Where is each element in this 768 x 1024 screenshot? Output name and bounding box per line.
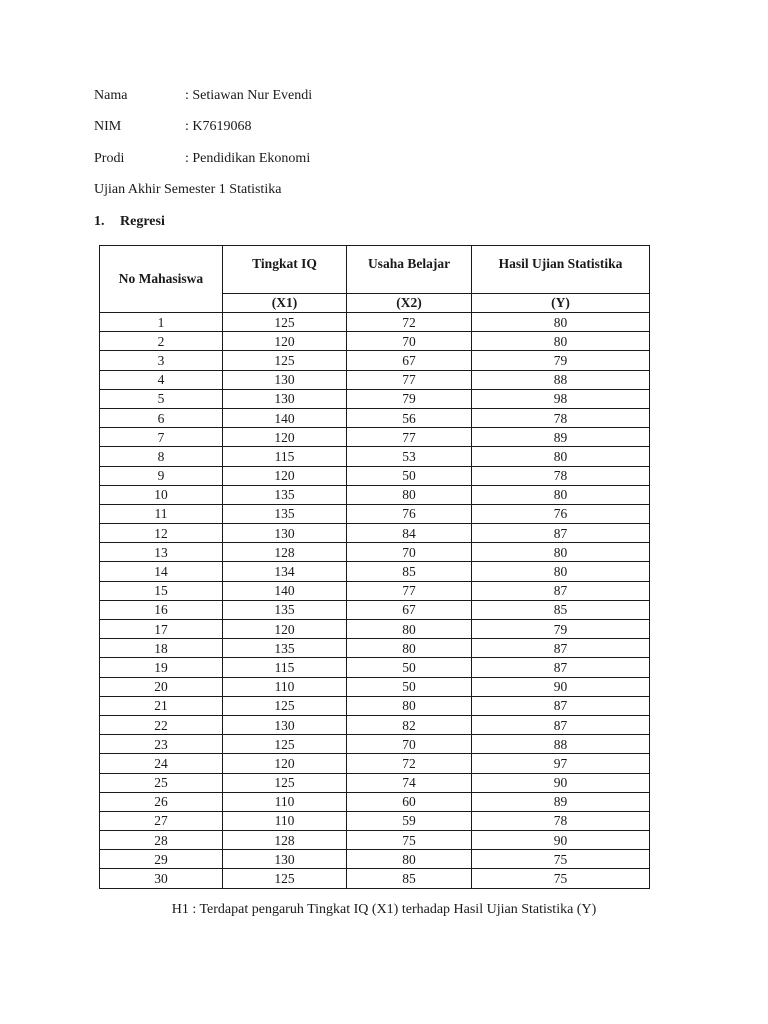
hasil-ujian-cell: 85 [472, 600, 650, 619]
prodi-row [94, 151, 310, 167]
tingkat-iq-cell: 134 [223, 562, 347, 581]
hasil-ujian-cell: 76 [472, 504, 650, 523]
no-mahasiswa-cell: 30 [100, 869, 223, 888]
hasil-ujian-cell: 87 [472, 639, 650, 658]
no-mahasiswa-cell: 18 [100, 639, 223, 658]
table-row [100, 658, 650, 677]
no-mahasiswa-cell: 24 [100, 754, 223, 773]
hasil-ujian-cell: 79 [472, 620, 650, 639]
hasil-ujian-cell: 97 [472, 754, 650, 773]
table-row [100, 428, 650, 447]
nim-label: NIM [94, 119, 122, 134]
usaha-belajar-cell: 77 [347, 370, 472, 389]
usaha-belajar-cell: 50 [347, 658, 472, 677]
no-mahasiswa-cell: 19 [100, 658, 223, 677]
col-subheader-y: (Y) [472, 294, 650, 313]
no-mahasiswa-cell: 16 [100, 600, 223, 619]
hasil-ujian-cell: 75 [472, 850, 650, 869]
table-row [100, 600, 650, 619]
tingkat-iq-cell: 135 [223, 504, 347, 523]
hasil-ujian-cell: 79 [472, 351, 650, 370]
tingkat-iq-cell: 128 [223, 543, 347, 562]
table-row [100, 332, 650, 351]
usaha-belajar-cell: 50 [347, 466, 472, 485]
table-row [100, 389, 650, 408]
nim-value: : K7619068 [185, 119, 252, 134]
hasil-ujian-cell: 89 [472, 792, 650, 811]
hasil-ujian-cell: 87 [472, 658, 650, 677]
no-mahasiswa-cell: 4 [100, 370, 223, 389]
usaha-belajar-cell: 74 [347, 773, 472, 792]
usaha-belajar-cell: 82 [347, 715, 472, 734]
tingkat-iq-cell: 125 [223, 773, 347, 792]
exam-title: Ujian Akhir Semester 1 Statistika [94, 182, 282, 197]
no-mahasiswa-cell: 17 [100, 620, 223, 639]
usaha-belajar-cell: 80 [347, 696, 472, 715]
no-mahasiswa-cell: 25 [100, 773, 223, 792]
col-header-hasil-ujian: Hasil Ujian Statistika [472, 246, 650, 294]
table-row [100, 715, 650, 734]
table-row [100, 735, 650, 754]
no-mahasiswa-cell: 10 [100, 485, 223, 504]
table-row [100, 447, 650, 466]
prodi-value: : Pendidikan Ekonomi [185, 151, 311, 166]
no-mahasiswa-cell: 1 [100, 313, 223, 332]
no-mahasiswa-cell: 11 [100, 504, 223, 523]
tingkat-iq-cell: 135 [223, 639, 347, 658]
tingkat-iq-cell: 125 [223, 351, 347, 370]
tingkat-iq-cell: 110 [223, 811, 347, 830]
table-row [100, 543, 650, 562]
hypothesis-text: H1 : Terdapat pengaruh Tingkat IQ (X1) terhadap Hasil Ujian Statistika (Y) [171, 902, 597, 917]
no-mahasiswa-cell: 23 [100, 735, 223, 754]
tingkat-iq-cell: 120 [223, 754, 347, 773]
usaha-belajar-cell: 76 [347, 504, 472, 523]
hasil-ujian-cell: 90 [472, 773, 650, 792]
hasil-ujian-cell: 87 [472, 581, 650, 600]
nim-row [94, 119, 252, 135]
usaha-belajar-cell: 72 [347, 313, 472, 332]
table-row [100, 811, 650, 830]
table-row [100, 313, 650, 332]
usaha-belajar-cell: 70 [347, 735, 472, 754]
hasil-ujian-cell: 78 [472, 466, 650, 485]
table-row [100, 773, 650, 792]
hasil-ujian-cell: 90 [472, 677, 650, 696]
tingkat-iq-cell: 110 [223, 677, 347, 696]
no-mahasiswa-cell: 2 [100, 332, 223, 351]
usaha-belajar-cell: 70 [347, 543, 472, 562]
table-row [100, 351, 650, 370]
tingkat-iq-cell: 120 [223, 466, 347, 485]
no-mahasiswa-cell: 21 [100, 696, 223, 715]
tingkat-iq-cell: 140 [223, 408, 347, 427]
nama-row [94, 88, 312, 104]
table-row [100, 620, 650, 639]
nama-value: : Setiawan Nur Evendi [185, 88, 313, 103]
no-mahasiswa-cell: 22 [100, 715, 223, 734]
table-row [100, 677, 650, 696]
no-mahasiswa-cell: 20 [100, 677, 223, 696]
table-row [100, 485, 650, 504]
tingkat-iq-cell: 115 [223, 447, 347, 466]
table-row [100, 504, 650, 523]
no-mahasiswa-cell: 14 [100, 562, 223, 581]
usaha-belajar-cell: 56 [347, 408, 472, 427]
usaha-belajar-cell: 60 [347, 792, 472, 811]
usaha-belajar-cell: 67 [347, 351, 472, 370]
hasil-ujian-cell: 78 [472, 811, 650, 830]
tingkat-iq-cell: 140 [223, 581, 347, 600]
section-title: Regresi [120, 214, 165, 229]
table-row [100, 869, 650, 888]
usaha-belajar-cell: 77 [347, 581, 472, 600]
hasil-ujian-cell: 90 [472, 831, 650, 850]
usaha-belajar-cell: 77 [347, 428, 472, 447]
table-row [100, 831, 650, 850]
usaha-belajar-cell: 53 [347, 447, 472, 466]
usaha-belajar-cell: 75 [347, 831, 472, 850]
tingkat-iq-cell: 120 [223, 332, 347, 351]
regression-data-table [99, 245, 650, 889]
no-mahasiswa-cell: 29 [100, 850, 223, 869]
table-row [100, 408, 650, 427]
table-body [100, 313, 650, 889]
hasil-ujian-cell: 88 [472, 370, 650, 389]
section-number: 1. [94, 214, 105, 229]
section-heading [94, 214, 165, 230]
col-subheader-x2: (X2) [347, 294, 472, 313]
tingkat-iq-cell: 120 [223, 428, 347, 447]
usaha-belajar-cell: 84 [347, 524, 472, 543]
table-row [100, 466, 650, 485]
usaha-belajar-cell: 80 [347, 620, 472, 639]
no-mahasiswa-cell: 9 [100, 466, 223, 485]
hasil-ujian-cell: 80 [472, 313, 650, 332]
hasil-ujian-cell: 80 [472, 562, 650, 581]
usaha-belajar-cell: 67 [347, 600, 472, 619]
hasil-ujian-cell: 78 [472, 408, 650, 427]
tingkat-iq-cell: 115 [223, 658, 347, 677]
usaha-belajar-cell: 50 [347, 677, 472, 696]
hasil-ujian-cell: 80 [472, 447, 650, 466]
usaha-belajar-cell: 85 [347, 869, 472, 888]
no-mahasiswa-cell: 26 [100, 792, 223, 811]
no-mahasiswa-cell: 8 [100, 447, 223, 466]
nama-label: Nama [94, 88, 128, 103]
col-header-no-mahasiswa: No Mahasiswa [100, 246, 223, 313]
col-header-tingkat-iq: Tingkat IQ [223, 246, 347, 294]
hasil-ujian-cell: 87 [472, 524, 650, 543]
no-mahasiswa-cell: 15 [100, 581, 223, 600]
table-row [100, 562, 650, 581]
usaha-belajar-cell: 80 [347, 485, 472, 504]
no-mahasiswa-cell: 28 [100, 831, 223, 850]
usaha-belajar-cell: 80 [347, 850, 472, 869]
hasil-ujian-cell: 89 [472, 428, 650, 447]
tingkat-iq-cell: 135 [223, 600, 347, 619]
tingkat-iq-cell: 130 [223, 524, 347, 543]
no-mahasiswa-cell: 5 [100, 389, 223, 408]
tingkat-iq-cell: 130 [223, 389, 347, 408]
no-mahasiswa-cell: 27 [100, 811, 223, 830]
table-row [100, 792, 650, 811]
tingkat-iq-cell: 130 [223, 715, 347, 734]
hasil-ujian-cell: 88 [472, 735, 650, 754]
no-mahasiswa-cell: 3 [100, 351, 223, 370]
table-row [100, 370, 650, 389]
tingkat-iq-cell: 125 [223, 313, 347, 332]
table-row [100, 850, 650, 869]
hasil-ujian-cell: 80 [472, 485, 650, 504]
hasil-ujian-cell: 80 [472, 543, 650, 562]
no-mahasiswa-cell: 13 [100, 543, 223, 562]
tingkat-iq-cell: 125 [223, 869, 347, 888]
tingkat-iq-cell: 120 [223, 620, 347, 639]
tingkat-iq-cell: 128 [223, 831, 347, 850]
tingkat-iq-cell: 125 [223, 696, 347, 715]
usaha-belajar-cell: 80 [347, 639, 472, 658]
usaha-belajar-cell: 79 [347, 389, 472, 408]
tingkat-iq-cell: 130 [223, 850, 347, 869]
hasil-ujian-cell: 80 [472, 332, 650, 351]
tingkat-iq-cell: 135 [223, 485, 347, 504]
no-mahasiswa-cell: 7 [100, 428, 223, 447]
col-header-usaha-belajar: Usaha Belajar [347, 246, 472, 294]
hasil-ujian-cell: 87 [472, 715, 650, 734]
usaha-belajar-cell: 70 [347, 332, 472, 351]
table-row [100, 696, 650, 715]
table-row [100, 524, 650, 543]
usaha-belajar-cell: 85 [347, 562, 472, 581]
no-mahasiswa-cell: 12 [100, 524, 223, 543]
hasil-ujian-cell: 87 [472, 696, 650, 715]
table-row [100, 639, 650, 658]
tingkat-iq-cell: 130 [223, 370, 347, 389]
col-subheader-x1: (X1) [223, 294, 347, 313]
table-row [100, 754, 650, 773]
prodi-label: Prodi [94, 151, 125, 166]
no-mahasiswa-cell: 6 [100, 408, 223, 427]
hasil-ujian-cell: 75 [472, 869, 650, 888]
tingkat-iq-cell: 110 [223, 792, 347, 811]
table-row [100, 581, 650, 600]
usaha-belajar-cell: 72 [347, 754, 472, 773]
usaha-belajar-cell: 59 [347, 811, 472, 830]
hasil-ujian-cell: 98 [472, 389, 650, 408]
tingkat-iq-cell: 125 [223, 735, 347, 754]
